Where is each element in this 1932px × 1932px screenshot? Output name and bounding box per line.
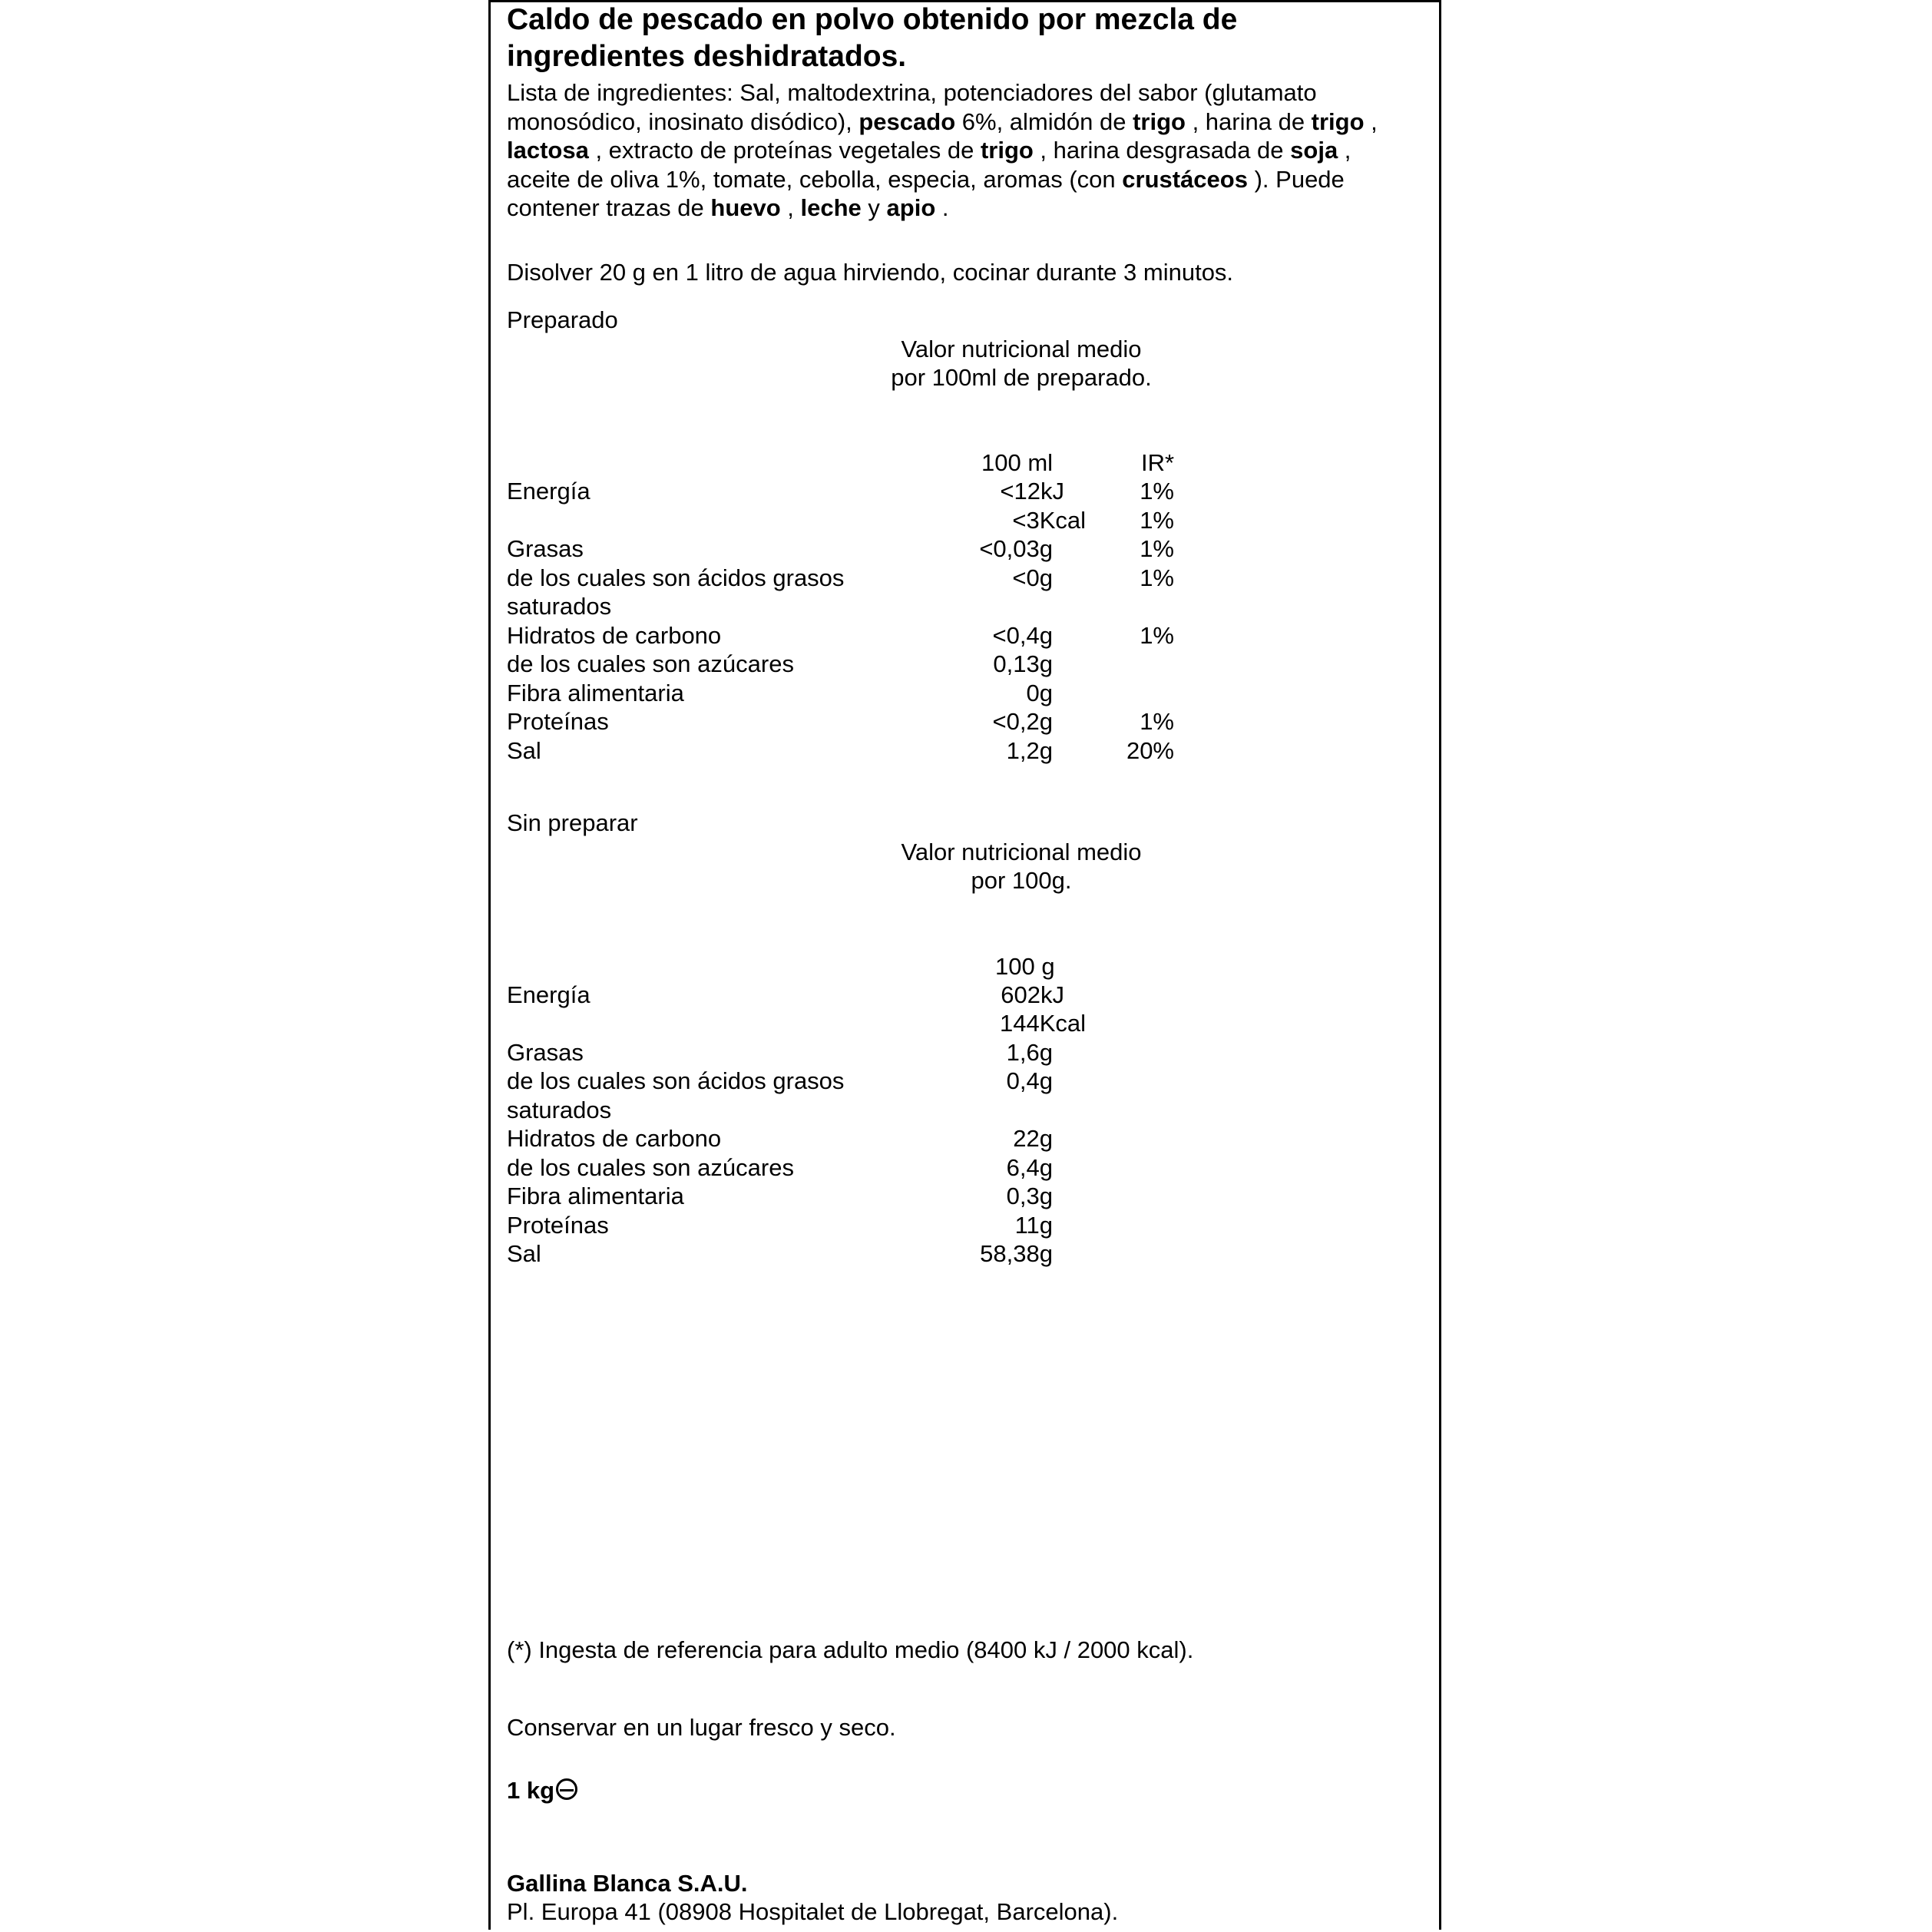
- nutrient-name: Fibra alimentaria: [507, 680, 684, 706]
- nutrient-value: 0,4g: [1006, 1067, 1053, 1094]
- prepared-col-qty: 100 ml: [981, 449, 1054, 476]
- nutrient-name: Energía: [507, 478, 591, 505]
- ingredients-line: monosódico, inosinato disódico), pescado 6%, almidón de trigo , harina de trigo ,: [507, 108, 1378, 135]
- nutrient-name: Fibra alimentaria: [507, 1183, 684, 1209]
- nutrient-ir: 1%: [1140, 478, 1174, 505]
- nutrient-value: 0,3g: [1006, 1183, 1053, 1209]
- nutrient-name: de los cuales son ácidos grasos: [507, 564, 845, 591]
- ingredients-line: lactosa , extracto de proteínas vegetales de trigo , harina desgrasada de soja ,: [507, 137, 1351, 164]
- unprepared-header-line1: Valor nutricional medio: [901, 839, 1142, 865]
- product-title-line1: Caldo de pescado en polvo obtenido por mezcla de: [507, 3, 1238, 36]
- nutrient-ir: 20%: [1126, 737, 1174, 764]
- nutrient-value: <0,4g: [992, 622, 1053, 649]
- ingredients-line: Lista de ingredientes: Sal, maltodextrina, potenciadores del sabor (glutamato: [507, 79, 1317, 106]
- nutrient-ir: 1%: [1140, 507, 1174, 534]
- nutrient-value: <0g: [1012, 564, 1053, 591]
- ingredients-line: contener trazas de huevo , leche y apio .: [507, 194, 949, 222]
- nutrient-name: Hidratos de carbono: [507, 1125, 722, 1152]
- nutrient-value: 6,4g: [1006, 1154, 1053, 1181]
- nutrient-value: <0,2g: [992, 708, 1053, 735]
- nutrient-ir: 1%: [1140, 535, 1174, 562]
- nutrient-value: <3Kcal: [1012, 507, 1086, 534]
- nutrient-name: saturados: [507, 1097, 612, 1123]
- nutrient-value: <0,03g: [979, 535, 1053, 562]
- allergen: pescado: [858, 108, 956, 135]
- manufacturer-name: Gallina Blanca S.A.U.: [507, 1870, 748, 1897]
- nutrient-name: Energía: [507, 981, 591, 1008]
- unprepared-section-title: Sin preparar: [507, 809, 638, 836]
- allergen: huevo: [710, 194, 781, 222]
- nutrient-value: 1,6g: [1006, 1039, 1053, 1066]
- ingredients-list: [507, 78, 1378, 223]
- allergen: apio: [886, 194, 936, 222]
- nutrient-name: Grasas: [507, 1039, 584, 1066]
- unprepared-header-line2: por 100g.: [971, 867, 1072, 894]
- manufacturer-address: Pl. Europa 41 (08908 Hospitalet de Llobregat, Barcelona).: [507, 1898, 1119, 1925]
- nutrient-value: 58,38g: [980, 1240, 1053, 1267]
- reference-intake-footnote: (*) Ingesta de referencia para adulto medio (8400 kJ / 2000 kcal).: [507, 1636, 1194, 1663]
- nutrient-name: Sal: [507, 1240, 541, 1267]
- nutrient-name: Sal: [507, 737, 541, 764]
- prepared-header-line2: por 100ml de preparado.: [891, 364, 1152, 391]
- nutrient-name: de los cuales son azúcares: [507, 650, 794, 677]
- nutrient-value: 144Kcal: [999, 1010, 1086, 1037]
- preparation-instructions: Disolver 20 g en 1 litro de agua hirviendo, cocinar durante 3 minutos.: [507, 259, 1234, 286]
- product-title-line2: ingredientes deshidratados.: [507, 40, 907, 73]
- nutrient-name: Proteínas: [507, 708, 609, 735]
- nutrient-ir: 1%: [1140, 622, 1174, 649]
- unprepared-col-qty: 100 g: [995, 953, 1055, 980]
- nutrient-name: Grasas: [507, 535, 584, 562]
- nutrient-value: 602kJ: [1001, 981, 1064, 1008]
- ingredients-line: aceite de oliva 1%, tomate, cebolla, especia, aromas (con crustáceos ). Puede: [507, 165, 1345, 193]
- prepared-col-ir: IR*: [1141, 449, 1175, 476]
- allergen: trigo: [1133, 108, 1186, 135]
- nutrient-name: saturados: [507, 593, 612, 620]
- nutrient-name: Proteínas: [507, 1212, 609, 1239]
- prepared-header-line1: Valor nutricional medio: [901, 336, 1142, 362]
- allergen: trigo: [980, 137, 1034, 164]
- allergen: soja: [1290, 137, 1338, 164]
- nutrient-value: 11g: [1014, 1212, 1053, 1239]
- allergen: trigo: [1311, 108, 1365, 135]
- net-weight-value: 1 kg: [507, 1777, 555, 1804]
- allergen: leche: [800, 194, 862, 222]
- net-weight: [507, 1776, 577, 1805]
- prepared-section-title: Preparado: [507, 306, 618, 333]
- nutrient-value: 0,13g: [993, 650, 1053, 677]
- nutrient-value: 22g: [1013, 1125, 1053, 1152]
- nutrient-ir: 1%: [1140, 564, 1174, 591]
- nutrient-value: 0g: [1026, 680, 1053, 706]
- estimated-sign-icon: [556, 1778, 577, 1800]
- nutrient-name: de los cuales son azúcares: [507, 1154, 794, 1181]
- allergen: lactosa: [507, 137, 589, 164]
- nutrient-ir: 1%: [1140, 708, 1174, 735]
- nutrient-name: de los cuales son ácidos grasos: [507, 1067, 845, 1094]
- allergen: crustáceos: [1122, 165, 1248, 193]
- storage-instructions: Conservar en un lugar fresco y seco.: [507, 1714, 896, 1741]
- nutrient-value: 1,2g: [1006, 737, 1053, 764]
- nutrient-value: <12kJ: [1000, 478, 1064, 505]
- nutrient-name: Hidratos de carbono: [507, 622, 722, 649]
